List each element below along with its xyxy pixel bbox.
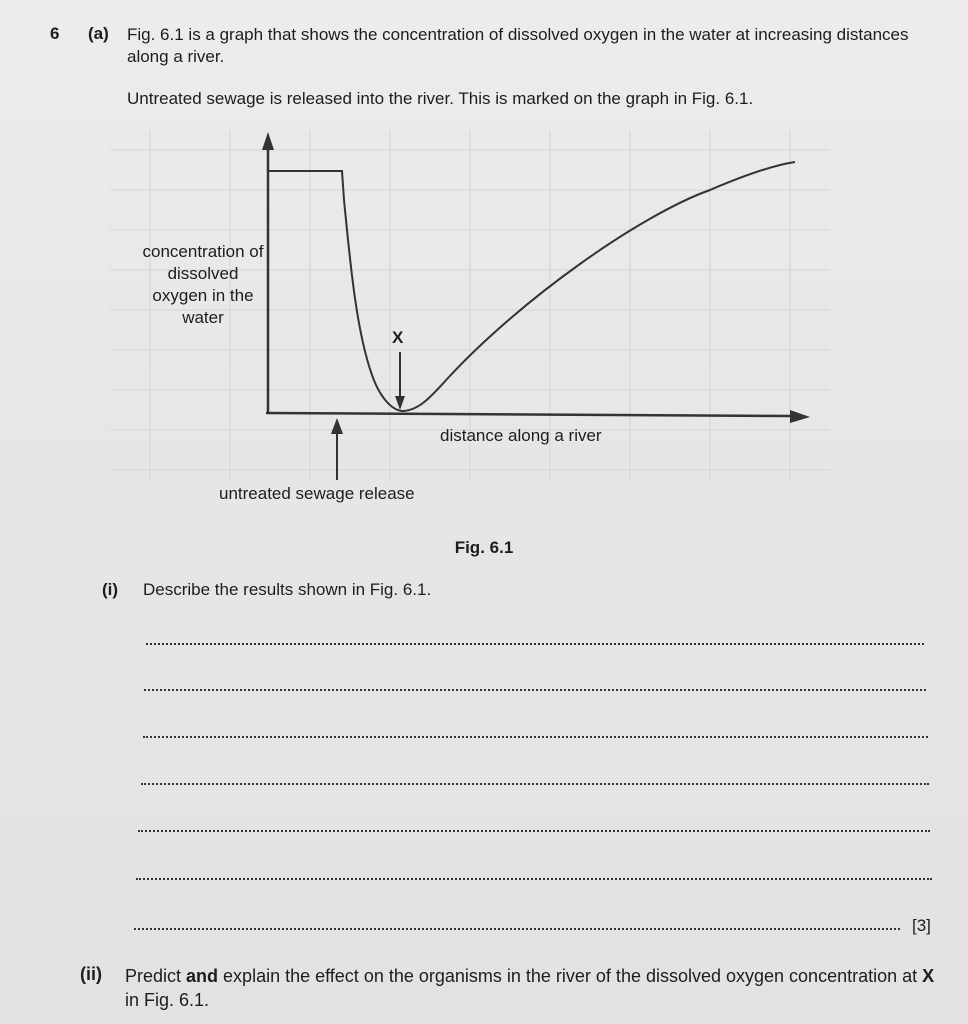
part-i-question: Describe the results shown in Fig. 6.1. [143,580,432,599]
sewage-release-arrowhead [331,418,343,434]
part-ii-text-after: in Fig. 6.1. [125,990,210,1010]
y-axis-label: concentration of dissolved oxygen in the water [142,242,264,327]
x-axis-label: distance along a river [440,426,602,445]
sewage-release-label: untreated sewage release [219,484,415,503]
figure-caption: Fig. 6.1 [454,538,514,557]
answer-line-3[interactable] [143,736,928,738]
part-ii-label: (ii) [80,964,102,984]
part-ii-text-and: and [186,966,219,986]
intro-text: Fig. 6.1 is a graph that shows the concentration of dissolved oxygen in the water at increasing distances along a river. [127,25,909,66]
answer-line-1[interactable] [146,643,924,645]
x-axis-arrowhead [790,410,810,423]
answer-line-6[interactable] [136,878,932,880]
y-axis-arrowhead [262,132,274,150]
part-i-label: (i) [102,580,119,599]
x-marker-label: X [392,328,404,347]
part-ii-text-x: X [922,966,935,986]
answer-line-4[interactable] [141,783,929,785]
marks-indicator: [3] [912,916,931,935]
part-a-label: (a) [88,24,109,43]
x-marker-arrowhead [395,396,405,410]
part-ii-text-before: Predict [125,966,187,986]
part-ii-question [125,964,945,1012]
question-number: 6 [50,24,60,43]
x-axis [266,413,792,416]
answer-line-7[interactable] [134,928,900,930]
answer-line-2[interactable] [144,689,926,691]
answer-line-5[interactable] [138,830,930,832]
part-ii-text-mid: explain the effect on the organisms in the river of the dissolved oxygen concentration at [218,966,923,986]
oxygen-curve [268,162,795,411]
question-intro-2: Untreated sewage is released into the river. This is marked on the graph in Fig. 6.1. [127,89,754,108]
